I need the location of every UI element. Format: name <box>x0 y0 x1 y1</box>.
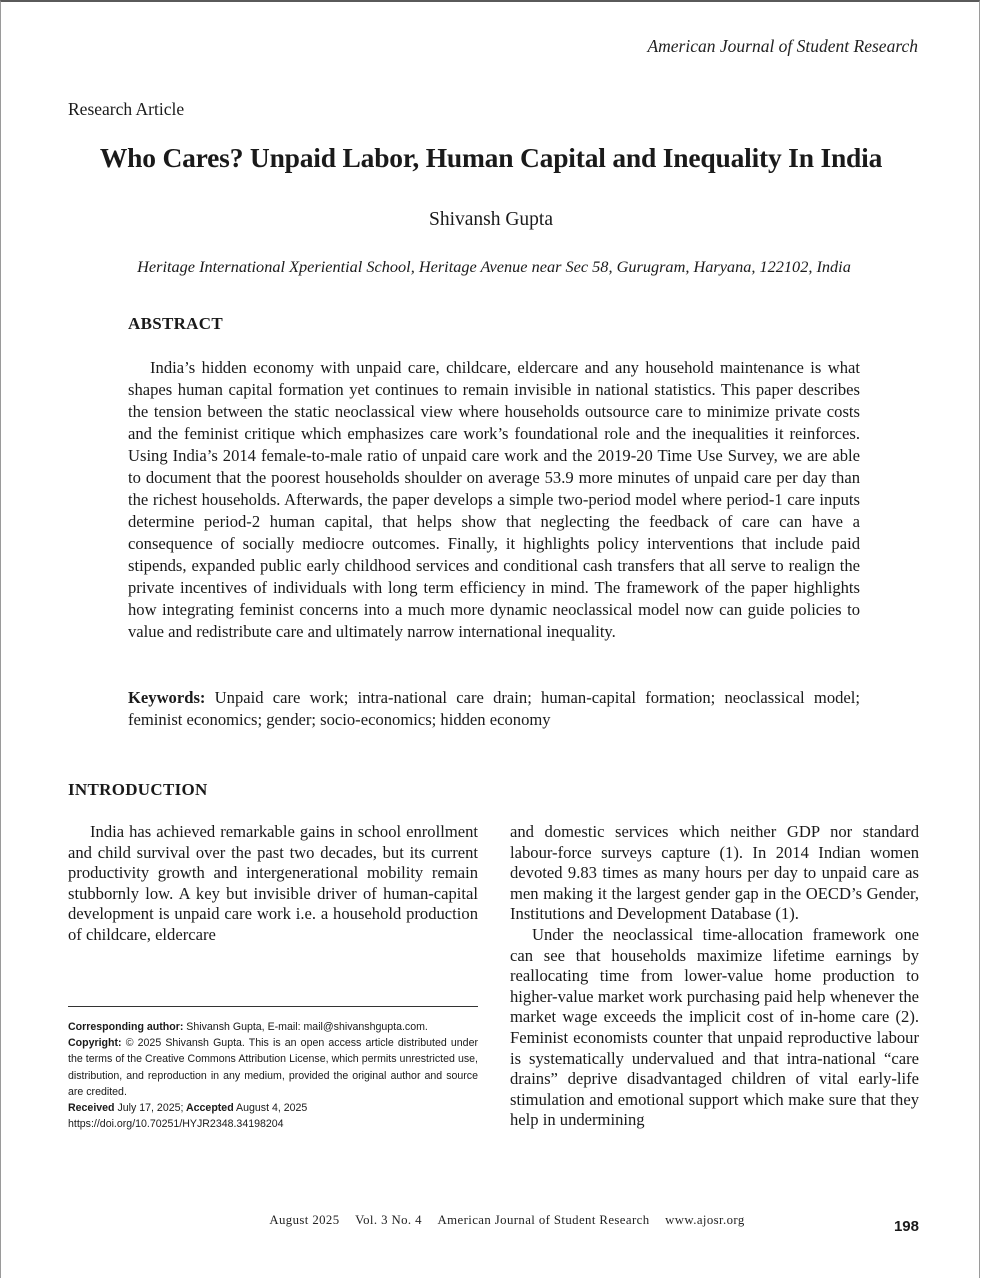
footer-website[interactable]: www.ajosr.org <box>665 1213 745 1227</box>
intro-left-paragraph: India has achieved remarkable gains in school enrollment and child survival over the past two decades, but its current productivity growth and intergenerational mobility remain stubbornly low. A key but invisible driver of human-capital development is unpaid care work i.e. a household production of childcare, eldercare <box>68 822 478 944</box>
footer-volume: Vol. 3 No. 4 <box>355 1213 422 1227</box>
intro-right-paragraph-2: Under the neoclassical time-allocation framework one can see that households maximize lifetime earnings by reallocating time from lower-value home production to higher-value market work purchasing paid help whenever the market wage exceeds the implicit cost of in-home care (2). Feminist economists counter that unpaid reproductive labour is systematically undervalued and that intra-national “care drains” deprive disadvantaged children of vital early-life stimulation and emotional support which make sure that they help in undermining <box>510 924 919 1130</box>
journal-header: American Journal of Student Research <box>647 36 918 56</box>
accepted-label: Accepted <box>183 1102 234 1115</box>
corresponding-author-text: Shivansh Gupta, E-mail: mail@shivanshgupta.com. <box>183 1021 428 1033</box>
corresponding-author <box>68 1019 478 1035</box>
abstract-heading: ABSTRACT <box>128 314 223 333</box>
article-title: Who Cares? Unpaid Labor, Human Capital and Inequality In India <box>99 142 883 173</box>
footer-journal: American Journal of Student Research <box>437 1213 650 1227</box>
article-type: Research Article <box>68 99 185 119</box>
author-affiliation: Heritage International Xperiential School, Heritage Avenue near Sec 58, Gurugram, Haryana, 122102, India <box>137 257 851 276</box>
copyright-label: Copyright: <box>68 1037 122 1050</box>
footnote <box>68 1019 478 1132</box>
keywords-label: Keywords: <box>128 688 206 707</box>
keywords <box>128 687 860 731</box>
page-footer <box>0 1213 982 1228</box>
intro-right-column <box>510 822 919 1131</box>
page-number: 198 <box>893 1218 919 1235</box>
footer-date: August 2025 <box>269 1213 340 1227</box>
dates <box>68 1100 478 1116</box>
keywords-list: Unpaid care work; intra-national care drain; human-capital formation; neoclassical model; feminist economics; gender; socio-economics; hidden economy <box>128 688 860 729</box>
accepted-date: August 4, 2025 <box>233 1102 308 1115</box>
copyright-text: © 2025 Shivansh Gupta. This is an open access article distributed under the terms of the Creative Commons Attribution License, which permits unrestricted use, distribution, and reproduction in any medium, provided the original author and source are credited. <box>68 1037 478 1098</box>
doi-link[interactable]: https://doi.org/10.70251/HYJR2348.34198204 <box>68 1118 284 1131</box>
corresponding-author-label: Corresponding author: <box>68 1021 184 1033</box>
intro-right-paragraph-1: and domestic services which neither GDP nor standard labour-force surveys capture (1). In 2014 Indian women devoted 9.83 times as many hours per day to unpaid care as men making it the largest gender gap in the OECD’s Gender, Institutions and Development Database (1). <box>510 822 919 924</box>
introduction-heading: INTRODUCTION <box>68 780 208 799</box>
author-name: Shivansh Gupta <box>428 209 554 230</box>
copyright-notice <box>68 1035 478 1100</box>
received-label: Received <box>68 1102 115 1115</box>
received-date: July 17, 2025; <box>114 1102 184 1115</box>
abstract-text: India’s hidden economy with unpaid care, childcare, eldercare and any household maintenance is what shapes human capital formation yet continues to remain invisible in national statistics. This paper describes the tension between the static neoclassical view where households outsource care to minimize private costs and the feminist critique which emphasizes care work’s foundational role and the inequalities it reinforces. Using India’s 2014 female-to-male ratio of unpaid care work and the 2019-20 Time Use Survey, we are able to document that the poorest households shoulder on average 53.9 more minutes of unpaid care per day than the richest households. Afterwards, the paper develops a simple two-period model where period-1 care inputs determine period-2 human capital, that helps show that neglecting the feedback of care can have a consequence of socially mediocre outcomes. Finally, it highlights policy interventions that include paid stipends, expanded public early childhood services and conditional cash transfers that all serve to realign the private incentives of individuals with long term efficiency in mind. The framework of the paper highlights how integrating feminist concerns into a much more dynamic neoclassical model now can guide policies to value and redistribute care and ultimately narrow international inequality. <box>128 358 860 641</box>
footnote-divider <box>68 1006 478 1007</box>
